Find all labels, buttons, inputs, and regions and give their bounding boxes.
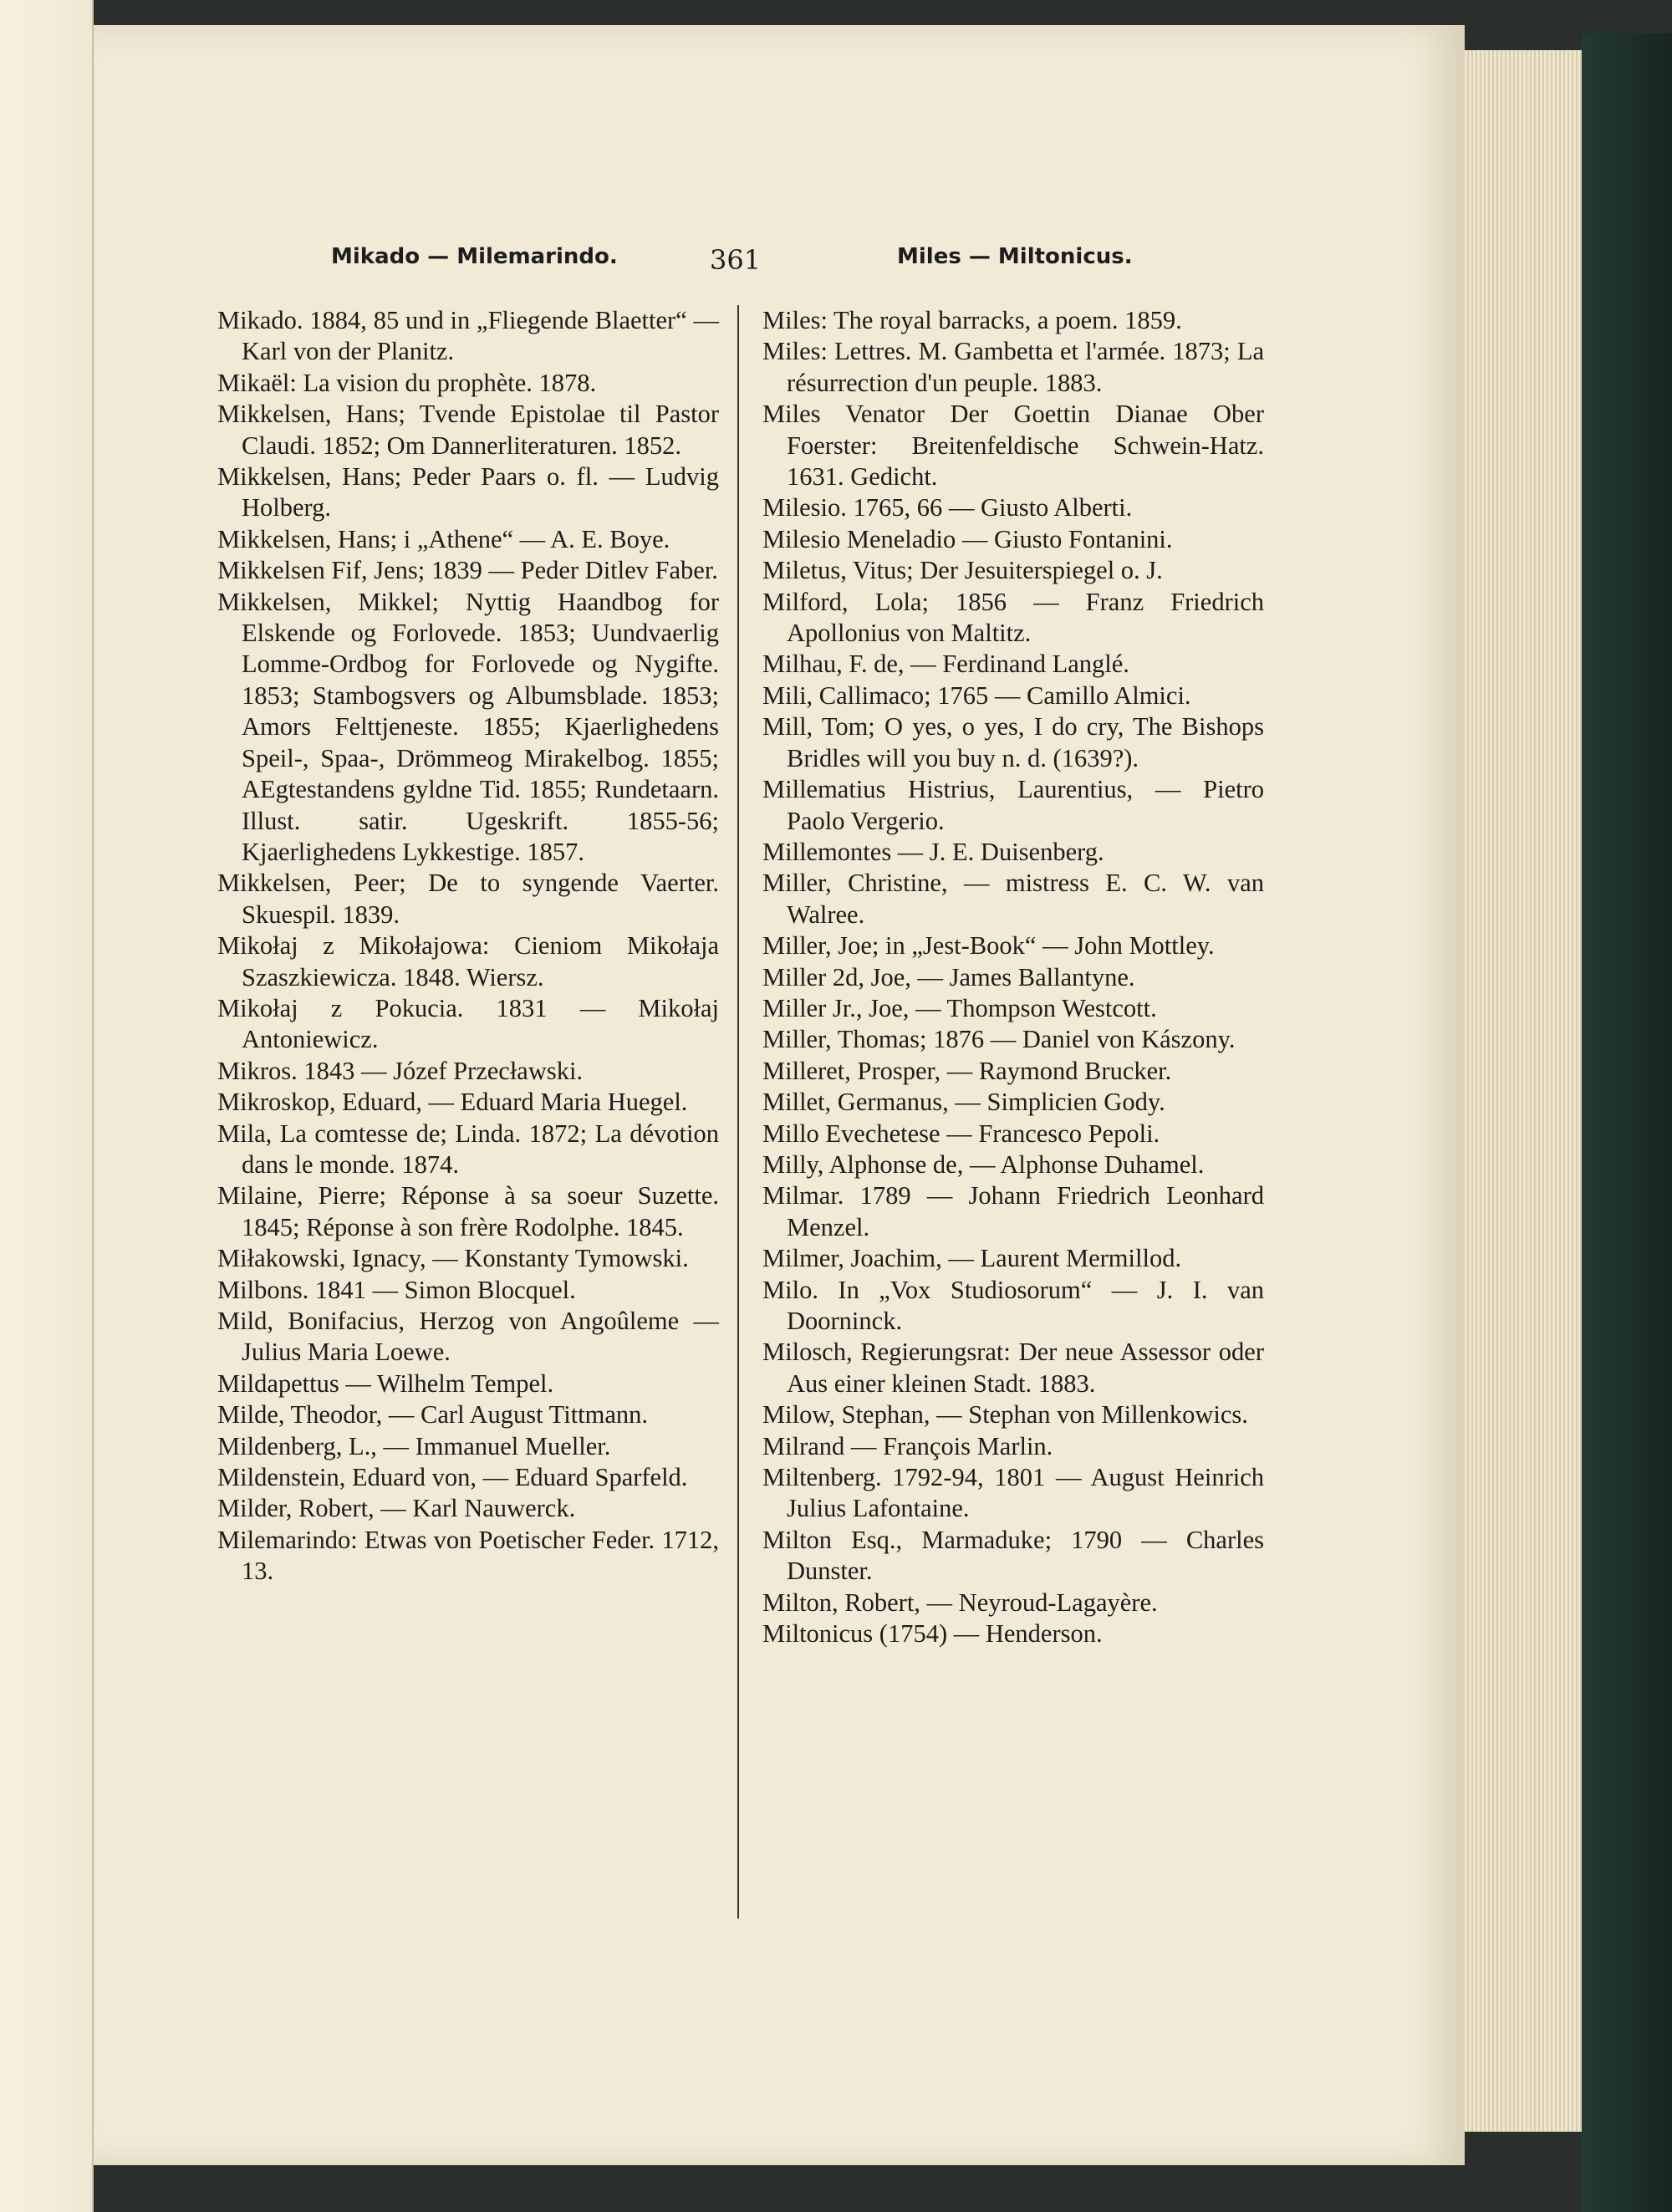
index-entry: Millet, Germanus, — Simplicien Gody.	[762, 1088, 1165, 1117]
index-entry: Miles: The royal barracks, a poem. 1859.	[762, 306, 1182, 334]
index-entry: Mildapettus — Wilhelm Tempel.	[217, 1368, 554, 1398]
index-entry: Milemarindo: Etwas von Poetischer Feder. 1712, 13.	[217, 1525, 719, 1586]
index-entry: Mill, Tom; O yes, o yes, I do cry, The Bishops Bridles will you buy n. d. (1639?).	[762, 712, 1264, 772]
index-entry: Mikkelsen, Hans; Tvende Epistolae til Pastor Claudi. 1852; Om Dannerliteraturen. 1852.	[217, 400, 719, 460]
index-entry: Miller, Christine, — mistress E. C. W. van Walree.	[762, 869, 1264, 929]
header-left-title: Mikado — Milemarindo.	[331, 244, 618, 269]
index-entry: Milmar. 1789 — Johann Friedrich Leonhard Menzel.	[762, 1181, 1264, 1241]
index-entry: Millo Evechetese — Francesco Pepoli.	[762, 1119, 1160, 1148]
previous-page-margin	[0, 0, 94, 2212]
index-entry: Milrand — François Marlin.	[762, 1431, 1053, 1460]
index-entry: Milo. In „Vox Studiosorum“ — J. I. van Doorninck.	[762, 1275, 1264, 1335]
index-entry: Milow, Stephan, — Stephan von Millenkowics.	[762, 1400, 1248, 1430]
column-divider	[737, 305, 739, 1919]
index-entry: Miltonicus (1754) — Henderson.	[762, 1619, 1103, 1649]
index-entry: Milaine, Pierre; Réponse à sa soeur Suzette. 1845; Réponse à son frère Rodolphe. 1845.	[217, 1181, 719, 1241]
index-entry: Milly, Alphonse de, — Alphonse Duhamel.	[762, 1149, 1205, 1179]
index-entry: Miles Venator Der Goettin Dianae Ober Foerster: Breitenfeldische Schwein-Hatz. 1631. Gedicht.	[762, 400, 1264, 492]
running-header	[276, 244, 1321, 278]
index-entry: Miles: Lettres. M. Gambetta et l'armée. 1873; La résurrection d'un peuple. 1883.	[762, 337, 1264, 397]
index-entry: Mikkelsen, Hans; Peder Paars o. fl. — Ludvig Holberg.	[217, 462, 719, 522]
index-entry: Mikołaj z Pokucia. 1831 — Mikołaj Antoniewicz.	[217, 993, 719, 1054]
index-entry: Milton Esq., Marmaduke; 1790 — Charles Dunster.	[762, 1525, 1264, 1586]
index-entry: Milesio. 1765, 66 — Giusto Alberti.	[762, 493, 1133, 522]
left-column	[217, 305, 719, 1588]
index-entry: Mikołaj z Mikołajowa: Cieniom Mikołaja Szaszkiewicza. 1848. Wiersz.	[217, 931, 719, 991]
index-entry: Mikkelsen, Hans; i „Athene“ — A. E. Boye.	[217, 524, 670, 553]
index-entry: Miller, Thomas; 1876 — Daniel von Kászony.	[762, 1025, 1236, 1054]
book-cover	[1582, 33, 1672, 2212]
index-entry: Milton, Robert, — Neyroud-Lagayère.	[762, 1588, 1158, 1617]
index-entry: Millematius Histrius, Laurentius, — Pietro Paolo Vergerio.	[762, 775, 1264, 835]
index-entry: Mila, La comtesse de; Linda. 1872; La dévotion dans le monde. 1874.	[217, 1119, 719, 1179]
index-entry: Miller 2d, Joe, — James Ballantyne.	[762, 962, 1135, 991]
index-entry: Miletus, Vitus; Der Jesuiterspiegel o. J.	[762, 556, 1163, 585]
index-entry: Milder, Robert, — Karl Nauwerck.	[217, 1494, 576, 1523]
index-entry: Milleret, Prosper, — Raymond Brucker.	[762, 1056, 1172, 1085]
index-entry: Millemontes — J. E. Duisenberg.	[762, 837, 1104, 866]
page-edges	[1465, 50, 1582, 2132]
index-entry: Mikkelsen, Peer; De to syngende Vaerter. Skuespil. 1839.	[217, 869, 719, 929]
index-entry: Milde, Theodor, — Carl August Tittmann.	[217, 1400, 649, 1430]
right-column	[762, 305, 1264, 1649]
page-number: 361	[710, 244, 762, 276]
index-entry: Milosch, Regierungsrat: Der neue Assessor oder Aus einer kleinen Stadt. 1883.	[762, 1338, 1264, 1398]
index-entry: Mikado. 1884, 85 und in „Fliegende Blaetter“ — Karl von der Planitz.	[217, 306, 719, 366]
index-entry: Mild, Bonifacius, Herzog von Angoûleme — Julius Maria Loewe.	[217, 1307, 719, 1367]
index-entry: Mikros. 1843 — Józef Przecławski.	[217, 1056, 584, 1085]
index-entry: Mildenberg, L., — Immanuel Mueller.	[217, 1431, 611, 1460]
index-entry: Mikkelsen Fif, Jens; 1839 — Peder Ditlev Faber.	[217, 556, 718, 585]
header-right-title: Miles — Miltonicus.	[897, 244, 1133, 269]
index-entry: Mildenstein, Eduard von, — Eduard Sparfeld.	[217, 1463, 688, 1492]
index-entry: Mikroskop, Eduard, — Eduard Maria Huegel.	[217, 1088, 688, 1117]
index-entry: Milford, Lola; 1856 — Franz Friedrich Apollonius von Maltitz.	[762, 587, 1264, 648]
index-entry: Miłakowski, Ignacy, — Konstanty Tymowski.	[217, 1244, 689, 1273]
index-entry: Miller Jr., Joe, — Thompson Westcott.	[762, 993, 1157, 1022]
index-entry: Miltenberg. 1792-94, 1801 — August Heinrich Julius Lafontaine.	[762, 1463, 1264, 1523]
index-entry: Miller, Joe; in „Jest-Book“ — John Mottley.	[762, 931, 1215, 961]
index-entry: Milesio Meneladio — Giusto Fontanini.	[762, 524, 1173, 553]
index-entry: Milbons. 1841 — Simon Blocquel.	[217, 1275, 576, 1304]
index-entry: Milhau, F. de, — Ferdinand Langlé.	[762, 650, 1129, 679]
index-entry: Mikaël: La vision du prophète. 1878.	[217, 368, 597, 397]
index-entry: Mikkelsen, Mikkel; Nyttig Haandbog for Elskende og Forlovede. 1853; Uundvaerlig Lomme-Ordbog for Forlovede og Nygifte. 1853; Stambogsvers og Albumsblade. 1853; Amors Felttjeneste. 1855; Kjaerlighedens Speil-, Spaa-, Drömmeog Mirakelbog. 1855; AEgtestandens gyldne Tid. 1855; Rundetaarn. Illust. satir. Ugeskrift. 1855-56; Kjaerlighedens Lykkestige. 1857.	[217, 587, 719, 866]
index-entry: Milmer, Joachim, — Laurent Mermillod.	[762, 1244, 1182, 1273]
index-entry: Mili, Callimaco; 1765 — Camillo Almici.	[762, 680, 1191, 710]
